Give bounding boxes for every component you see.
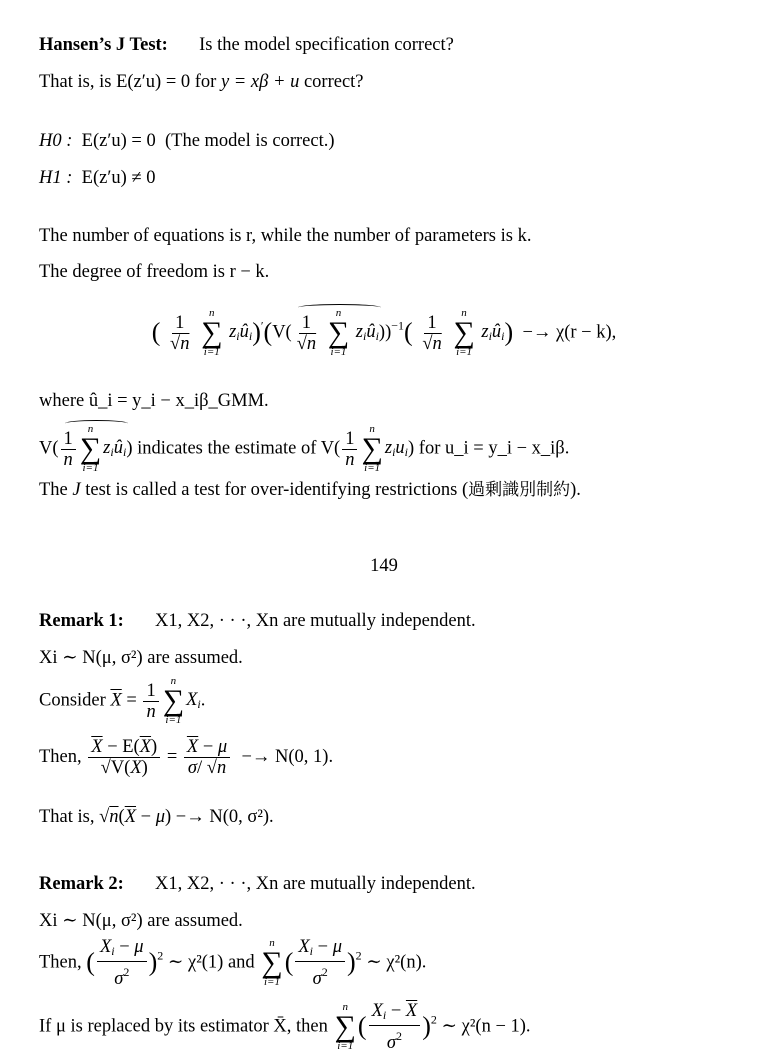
jtest-close: ).: [570, 480, 581, 500]
remark2-heading-line: [39, 873, 476, 895]
remark1-clt: Then, $\frac{\overline{X} - E(\overline{X})}{√V(X)}$ = $\frac{\overline{X} - \mu}{\sigma/ √n}$ −→ N(0, 1).: [39, 737, 334, 778]
remark1-consider: Consider $\overline{X}$ = $\frac{1}{n}$ n ∑ i=1 $X_i$.: [39, 675, 206, 726]
remark2-then: Then,: [39, 952, 82, 973]
remark2-line1: X1, X2, · · ·, Xn are mutually independent.: [155, 874, 476, 894]
h0-label: H0 :: [39, 131, 73, 151]
for-u-text: for u_i = y_i − x_iβ.: [418, 438, 570, 459]
remark1-heading-line: [39, 610, 476, 632]
hansen-heading-line: [39, 34, 454, 56]
remark2-replacement: If μ is replaced by its estimator X̄, then n ∑ i=1 ( $\frac{X_i - \overline{X}}{\sigma^2}$ )$^2$ ∼ χ²(n − 1).: [39, 1001, 531, 1053]
section-question: Is the model specification correct?: [199, 35, 454, 55]
degrees-of-freedom: The degree of freedom is r − k.: [39, 262, 270, 282]
remark2-chi-square: Then, ( $\frac{X_i - \mu}{\sigma^2}$ )$^2$ ∼ χ²(1) and n ∑ i=1 ( $\frac{X_i - \mu}{\sigma^2}$ )$^2$ ∼ χ²(n).: [39, 937, 427, 989]
that-is-result: −→ N(0, σ²).: [175, 807, 274, 827]
remark1-assumption: Xi ∼ N(μ, σ²) are assumed.: [39, 648, 243, 668]
remark1-heading: Remark 1:: [39, 611, 124, 631]
jtest-text: test is called a test for over-identifying restrictions (: [85, 480, 469, 500]
null-hypothesis: [39, 130, 335, 152]
intro-text-end: correct?: [303, 72, 364, 92]
consider-text: Consider: [39, 690, 106, 711]
remark2-heading: Remark 2:: [39, 874, 124, 894]
j-test-description: [39, 479, 581, 501]
remark2-assumption: Xi ∼ N(μ, σ²) are assumed.: [39, 911, 243, 931]
section-heading: Hansen’s J Test:: [39, 35, 168, 55]
h0-equation: E(z′u) = 0: [81, 131, 156, 151]
jtest-the: The: [39, 480, 68, 500]
model-equation: y = xβ + u: [220, 72, 300, 92]
remark1-line1: X1, X2, · · ·, Xn are mutually independent.: [155, 611, 476, 631]
j-statistic-limit: −→ χ(r − k),: [522, 322, 617, 343]
indicates-text: indicates the estimate of: [137, 438, 317, 459]
h1-label: H1 :: [39, 168, 73, 188]
then-text: Then,: [39, 746, 82, 767]
h0-note: (The model is correct.): [164, 131, 335, 151]
remark1-conclusion: That is, $√n(\overline{X} - \mu) -\to N(0$, σ²).: [39, 807, 274, 827]
residual-definition: where û_i = y_i − x_iβ_GMM.: [39, 391, 269, 411]
alt-hypothesis: [39, 167, 155, 189]
jtest-j: J: [72, 480, 81, 500]
clt-limit: −→ N(0, 1).: [241, 746, 334, 767]
chin1-text: ∼ χ²(n − 1).: [441, 1016, 531, 1037]
intro-text: That is, is E(z′u) = 0 for: [39, 72, 217, 92]
page-number: 149: [370, 556, 398, 576]
j-statistic-equation: ( $\frac{1}{√n}$ n ∑ i=1 $z_iû_i)'(V$( $\frac{1}{√n}$ n ∑ i=1 $z_iû_i))^{-1}$( $\frac{1}{√n}$ n ∑ i=1 $z_iû_i) -\to \chi(r - k)$,: [151, 307, 617, 358]
chin-text: ∼ χ²(n).: [366, 952, 427, 973]
variance-estimate-line: V( $\frac{1}{n}$ n ∑ i=1 $z_iû_i$) indicates the estimate of V( $\frac{1}{n}$ n ∑ i=1 $z_iu_i$) for u_i = y_i − x_iβ.: [39, 423, 570, 474]
jtest-japanese: 過剰識別制約: [468, 480, 571, 500]
chi1-text: ∼ χ²(1) and: [167, 952, 255, 973]
equation-count: The number of equations is r, while the number of parameters is k.: [39, 226, 532, 246]
hypothesis-intro: [39, 71, 364, 93]
if-text: If μ is replaced by its estimator X̄, then: [39, 1016, 328, 1037]
that-is-text: That is,: [39, 807, 95, 827]
h1-equation: E(z′u) ≠ 0: [81, 168, 156, 188]
